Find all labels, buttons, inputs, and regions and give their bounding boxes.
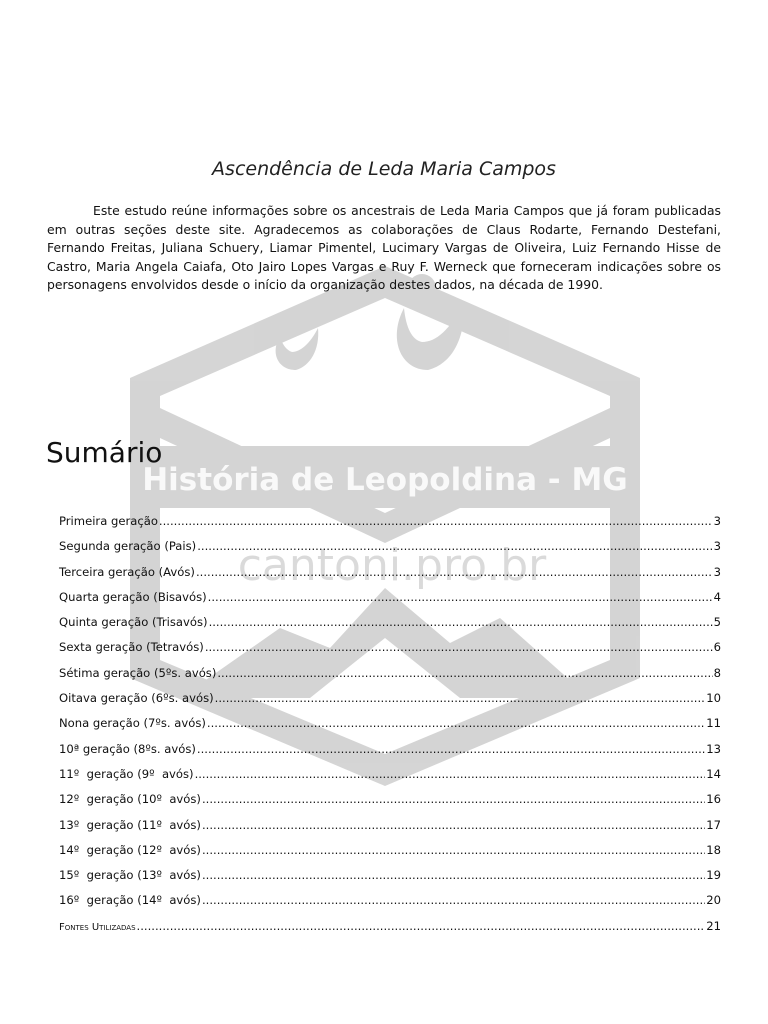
toc-entry-label: Primeira geração [59,514,158,528]
toc-entry-page: 4 [713,589,721,604]
toc-dot-leader [217,666,712,680]
toc-entry[interactable] [59,742,721,767]
toc-entry[interactable] [59,792,721,817]
toc-entry-page: 3 [713,564,721,579]
toc-entry[interactable] [59,539,721,564]
toc-entry-page: 18 [706,842,721,857]
toc-dot-leader [195,767,706,781]
toc-entry[interactable] [59,716,721,741]
toc-dot-leader [208,590,713,604]
toc-entry[interactable] [59,691,721,716]
toc-entry-label: Segunda geração (Pais) [59,539,197,554]
toc-entry-page: 3 [713,539,721,554]
toc-dot-leader [196,565,713,579]
toc-dot-leader [202,792,705,806]
toc-entry-page: 8 [713,665,721,680]
toc-entry-page: 6 [713,640,721,655]
toc-entry[interactable] [59,615,721,640]
toc-entry[interactable] [59,565,721,590]
toc-entry-label: Oitava geração (6ºs. avós) [59,691,214,706]
toc-dot-leader [197,539,712,553]
toc-entry-label: Sexta geração (Tetravós) [59,640,204,655]
toc-dot-leader [159,514,713,528]
toc-entry-label: Fontes Utilizadas [59,921,136,933]
toc-entry-label: Quinta geração (Trisavós) [59,615,208,630]
toc-dot-leader [202,843,705,857]
toc-entry-page: 20 [706,893,721,908]
toc-dot-leader [137,919,706,933]
toc-entry[interactable] [59,818,721,843]
toc-entry[interactable] [59,514,721,539]
toc-entry[interactable] [59,893,721,918]
toc-entry-label: 13º geração (11º avós) [59,817,201,832]
toc-entry-label: 10ª geração (8ºs. avós) [59,741,196,756]
toc-entry-page: 3 [713,514,721,528]
toc-dot-leader [197,742,705,756]
toc-entry-label: 11º geração (9º avós) [59,766,194,781]
toc-entry-label: 16º geração (14º avós) [59,893,201,908]
toc-dot-leader [202,868,705,882]
toc-entry-page: 16 [706,792,721,807]
toc-entry-page: 14 [706,766,721,781]
toc-entry[interactable] [59,666,721,691]
toc-entry-label: 12º geração (10º avós) [59,792,201,807]
table-of-contents [59,514,721,944]
toc-entry-page: 11 [706,716,721,731]
toc-entry-label: Terceira geração (Avós) [59,564,195,579]
toc-entry-label: Nona geração (7ºs. avós) [59,716,206,731]
toc-entry-label: 15º geração (13º avós) [59,868,201,883]
toc-dot-leader [205,640,713,654]
toc-dot-leader [209,615,713,629]
toc-entry[interactable] [59,843,721,868]
toc-dot-leader [207,716,705,730]
intro-paragraph: Este estudo reúne informações sobre os ancestrais de Leda Maria Campos que já foram publicadas em outras seções deste site. Agradecemos as colaborações de Claus Rodarte, Fernando Destefani, Fernando Freitas, Juliana Schuery, Liamar Pimentel, Lucimary Vargas de Oliveira, Luiz Fernando Hisse de Castro, Maria Angela Caiafa, Oto Jairo Lopes Vargas e Ruy F. Werneck que forneceram indicações sobre os personagens envolvidos desde o início da organização destes dados, na década de 1990. [47,203,721,293]
toc-entry[interactable] [59,868,721,893]
toc-entry[interactable] [59,767,721,792]
toc-dot-leader [202,893,705,907]
toc-entry[interactable] [59,919,721,944]
toc-entry-label: Quarta geração (Bisavós) [59,589,207,604]
toc-entry-label: 14º geração (12º avós) [59,842,201,857]
toc-heading: Sumário [46,436,163,469]
toc-entry-page: 5 [713,615,721,630]
toc-entry-page: 19 [706,868,721,883]
toc-entry-page: 10 [706,691,721,706]
toc-dot-leader [215,691,706,705]
toc-entry-page: 21 [706,918,721,933]
toc-entry-label: Sétima geração (5ºs. avós) [59,665,217,680]
toc-entry-page: 13 [706,741,721,756]
toc-dot-leader [202,818,705,832]
watermark-title: História de Leopoldina - MG [142,462,628,498]
document-title: Ascendência de Leda Maria Campos [212,158,556,180]
toc-entry[interactable] [59,590,721,615]
watermark-url: cantoni.pro.br [237,540,547,591]
toc-entry[interactable] [59,640,721,665]
toc-entry-page: 17 [706,817,721,832]
